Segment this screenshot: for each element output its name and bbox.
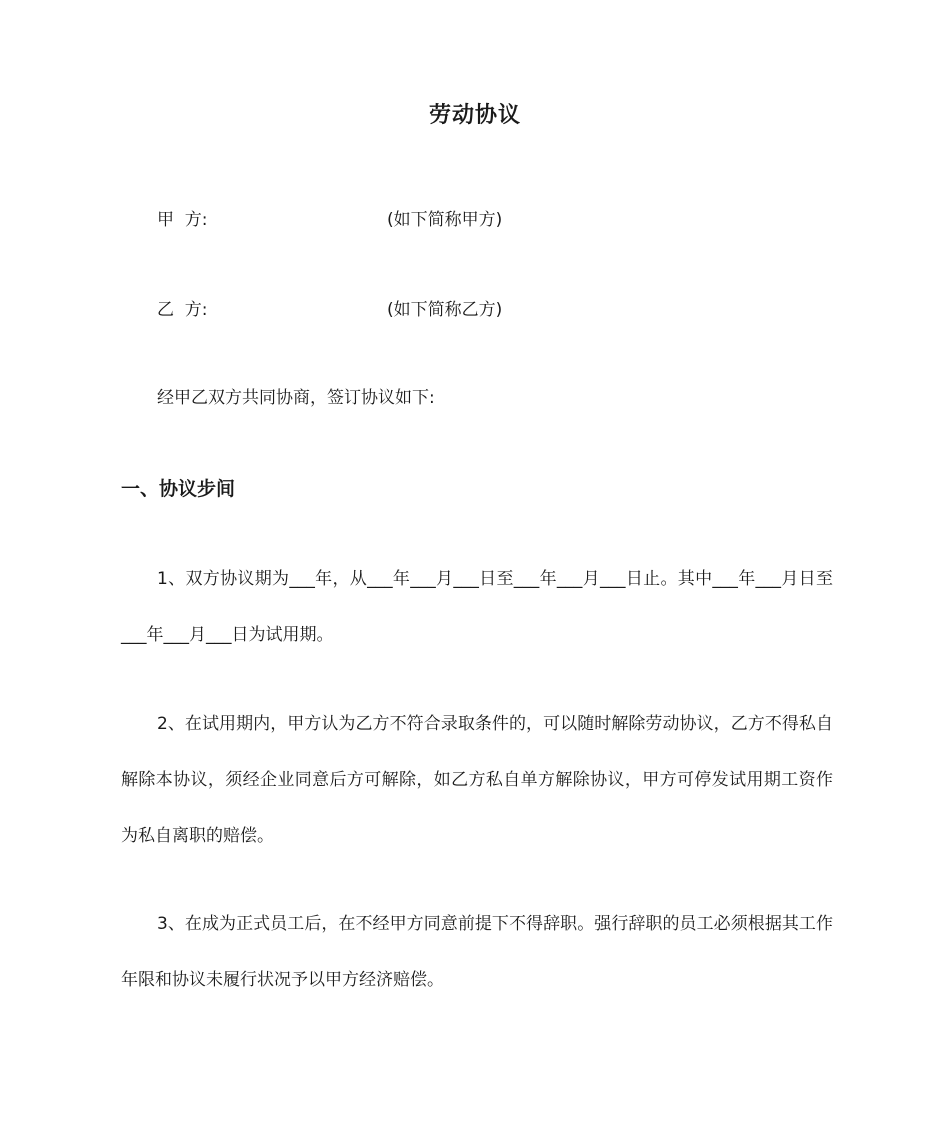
party-b-line	[157, 295, 502, 320]
party-a-line	[157, 205, 502, 230]
party-a-note: (如下简称甲方)	[387, 210, 503, 230]
party-b-note: (如下简称乙方)	[387, 300, 503, 320]
clause-2: 2、在试用期内，甲方认为乙方不符合录取条件的，可以随时解除劳动协议，乙方不得私自解除本协议，须经企业同意后方可解除，如乙方私自单方解除协议，甲方可停发试用期工资作为私自离职的赔偿。	[121, 714, 833, 846]
party-a-label: 甲 方:	[157, 210, 208, 230]
section-title: 一、协议步间	[121, 478, 236, 500]
clause-1: 1、双方协议期为___年，从___年___月___日至___年___月___日止。其中___年___月日至___年___月___日为试用期。	[121, 569, 833, 645]
document-title: 劳动协议	[428, 103, 521, 128]
party-b-label: 乙 方:	[157, 300, 208, 320]
clause-3: 3、在成为正式员工后，在不经甲方同意前提下不得辞职。强行辞职的员工必须根据其工作年限和协议未履行状况予以甲方经济赔偿。	[121, 914, 833, 990]
intro-text: 经甲乙双方共同协商，签订协议如下:	[157, 388, 435, 408]
